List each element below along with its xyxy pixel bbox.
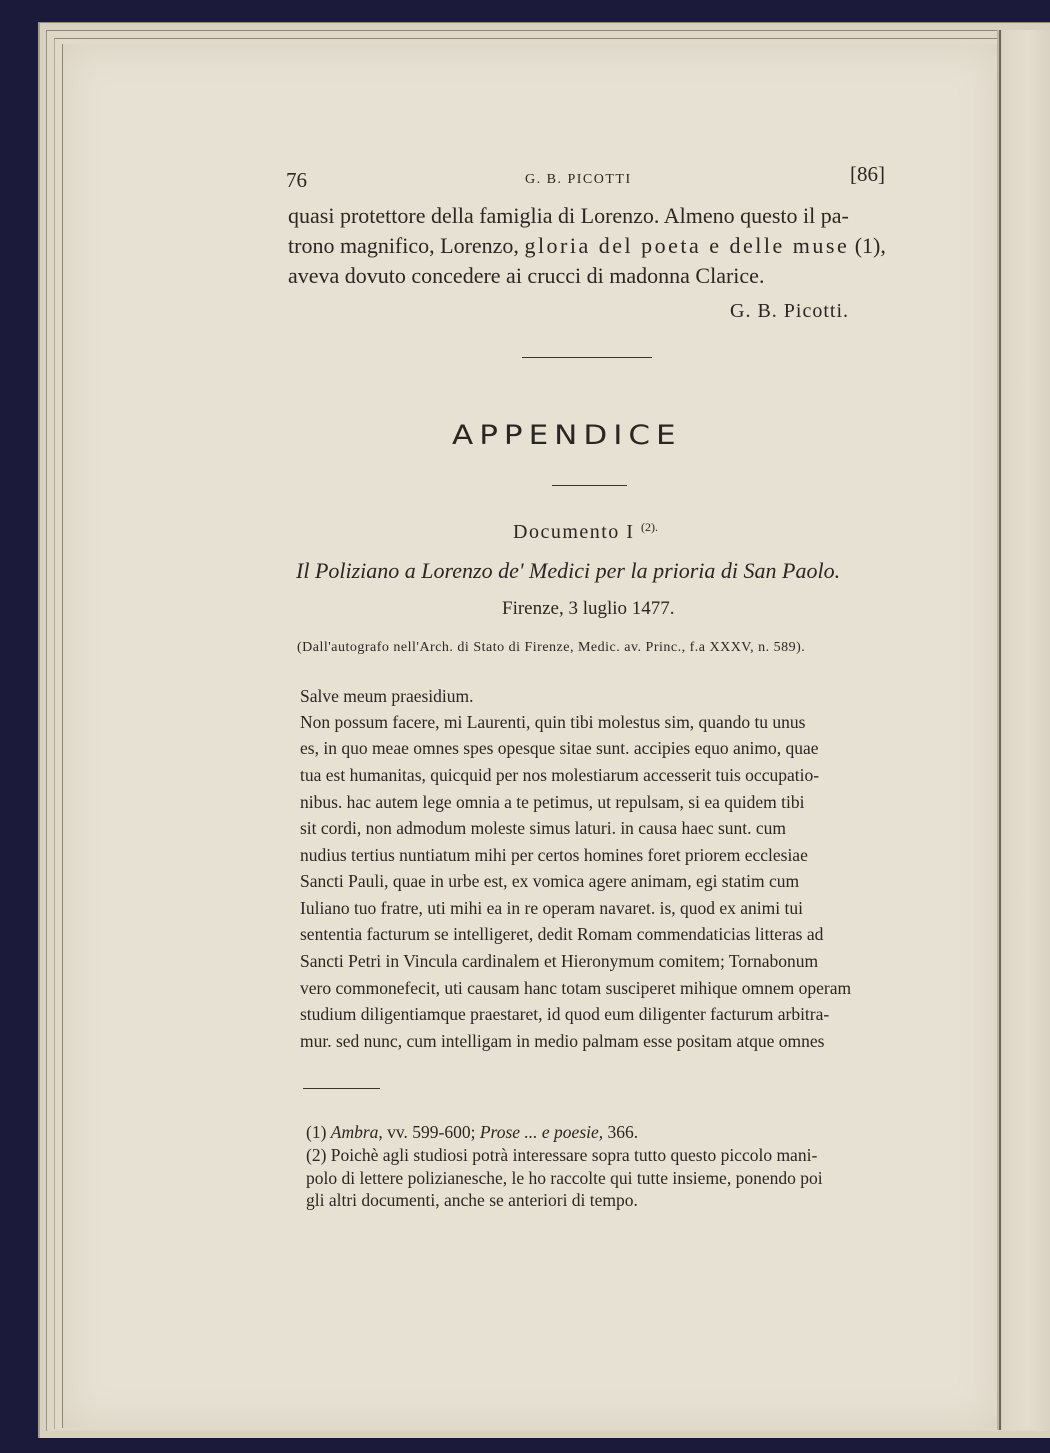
document-source: (Dall'autografo nell'Arch. di Stato di Firenze, Medic. av. Princ., f.a XXXV, n. 589).: [297, 640, 806, 655]
footnote-rule: [303, 1088, 380, 1089]
letter-line: Sancti Pauli, quae in urbe est, ex vomica agere animam, egi statim cum: [300, 871, 800, 891]
footnote-2-line-3: gli altri documenti, anche se anteriori di tempo.: [306, 1190, 638, 1210]
intro-quote-spaced: gloria del poeta e delle muse: [524, 233, 850, 258]
author-signature: G. B. Picotti.: [730, 300, 850, 322]
letter-line: studium diligentiamque praestaret, id quod eum diligenter facturum arbitra-: [300, 1004, 830, 1024]
section-rule-top: [522, 357, 652, 358]
footnote-2-line-2: polo di lettere polizianesche, le ho raccolte qui tutte insieme, ponendo poi: [306, 1168, 823, 1188]
document-title-text: Documento I: [513, 521, 635, 543]
letter-line: Sancti Petri in Vincula cardinalem et Hieronymum comitem; Tornabonum: [300, 951, 819, 971]
letter-line: es, in quo meae omnes spes opesque sitae sunt. accipies equo animo, quae: [300, 738, 819, 758]
letter-line: sententia facturum se intelligeret, dedit Romam commendaticias litteras ad: [300, 924, 824, 944]
footnote-1-verses: vv. 599-600;: [382, 1122, 480, 1142]
page-number: 76: [286, 168, 307, 192]
document-subtitle: Il Poliziano a Lorenzo de' Medici per la prioria di San Paolo.: [296, 558, 841, 583]
footnote-1-page: 366.: [603, 1122, 639, 1142]
letter-line: vero commonefecit, uti causam hanc totam susciperet mihique omnem operam: [300, 978, 852, 998]
intro-line-1: quasi protettore della famiglia di Lorenzo. Almeno questo il pa-: [288, 203, 849, 228]
letter-line: Iuliano tuo fratre, uti mihi ea in re operam navaret. is, quod ex animi tui: [300, 898, 803, 918]
intro-line-2-start: trono magnifico, Lorenzo,: [288, 233, 525, 258]
document-date: Firenze, 3 luglio 1477.: [502, 598, 675, 619]
letter-line: tua est humanitas, quicquid per nos molestiarum accesserit tuis occupatio-: [300, 765, 820, 785]
appendix-heading: APPENDICE: [452, 420, 682, 451]
letter-line: sit cordi, non admodum moleste simus laturi. in causa haec sunt. cum: [300, 818, 787, 838]
spine-gutter-line: [999, 30, 1001, 1430]
intro-line-3: aveva dovuto concedere ai crucci di madonna Clarice.: [288, 263, 765, 288]
intro-footnote-ref: (1),: [849, 233, 886, 258]
letter-line: mur. sed nunc, cum intelligam in medio palmam esse positam atque omnes: [300, 1031, 825, 1051]
document-title: [513, 520, 658, 544]
book-spine: [997, 30, 1050, 1430]
running-head-author: G. B. PICOTTI: [525, 172, 632, 187]
letter-line: nudius tertius nuntiatum mihi per certos homines foret priorem ecclesiae: [300, 845, 808, 865]
letter-line: Non possum facere, mi Laurenti, quin tibi molestus sim, quando tu unus: [300, 712, 806, 732]
section-rule-heading: [552, 485, 627, 486]
intro-line-2: [288, 233, 886, 259]
footnote-1-number: (1): [306, 1122, 331, 1142]
footnote-1-title-ambra: Ambra,: [330, 1122, 383, 1142]
document-note-ref: (2).: [640, 520, 658, 534]
letter-line: nibus. hac autem lege omnia a te petimus, ut repulsam, si ea quidem tibi: [300, 792, 805, 812]
footnote-1-title-prose: Prose ... e poesie,: [479, 1122, 604, 1142]
bracket-page-number: [86]: [850, 162, 885, 186]
letter-line: Salve meum praesidium.: [300, 686, 474, 706]
footnote-1: [306, 1122, 638, 1143]
footnote-2-line-1: (2) Poichè agli studiosi potrà interessare sopra tutto questo piccolo mani-: [306, 1145, 818, 1165]
